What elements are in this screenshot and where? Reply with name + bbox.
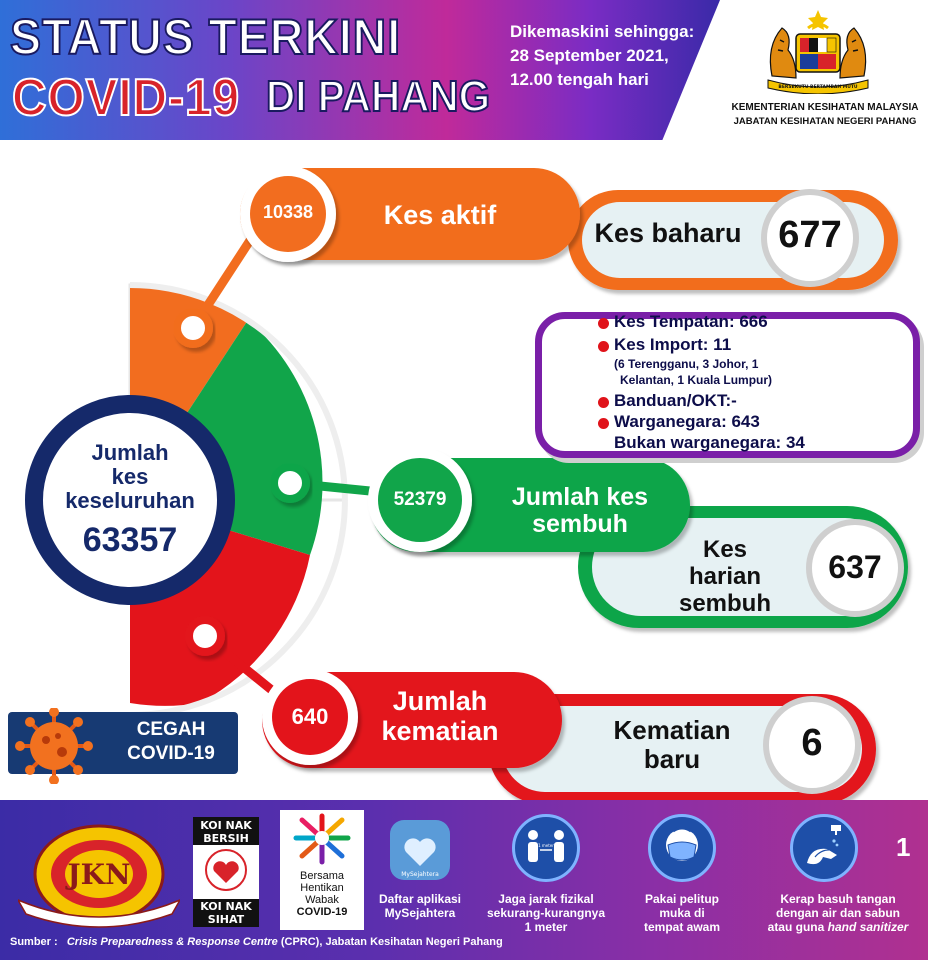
- tip-mysejahtera: [372, 892, 468, 920]
- update-date: 28 September 2021,: [510, 46, 669, 65]
- active-cases-label: Kes aktif: [383, 200, 497, 230]
- koi-line-2: BERSIH: [203, 832, 249, 845]
- department-name: JABATAN KESIHATAN NEGERI PAHANG: [733, 116, 917, 127]
- header: [0, 0, 928, 140]
- tip2-line-3: 1 meter: [524, 920, 568, 934]
- new-cases-value: 677: [778, 214, 842, 256]
- daily-recovered-label-3: sembuh: [678, 590, 771, 617]
- koi-bottom: [193, 899, 259, 927]
- title-status-terkini: STATUS TERKINI: [10, 9, 402, 65]
- update-label: Dikemaskini sehingga:: [510, 22, 695, 41]
- face-mask-icon: [651, 817, 713, 879]
- cegah-text: [106, 718, 236, 766]
- tip4-line-2: dengan air dan sabun: [775, 906, 901, 920]
- source-label: Sumber :: [10, 936, 58, 948]
- daily-recovered-label: [655, 536, 795, 617]
- handwash-icon-circle: [790, 814, 858, 882]
- update-info: [510, 20, 710, 92]
- daily-recovered-label-1: Kes: [702, 536, 748, 563]
- malaysia-crest-icon: [758, 6, 878, 94]
- bullet-icon: [598, 341, 609, 352]
- source-rest: (CPRC), Jabatan Kesihatan Negeri Pahang: [277, 936, 503, 948]
- new-cases-label: Kes baharu: [594, 218, 742, 248]
- recovered-label-2: sembuh: [532, 510, 628, 538]
- tip3-line-3: tempat awam: [643, 920, 721, 934]
- bersama-line-1: Bersama: [299, 870, 345, 882]
- total-label-1: Jumlah: [91, 439, 169, 465]
- handwash-icon: [793, 817, 855, 879]
- detail-import-note-2: Kelantan, 1 Kuala Lumpur): [620, 373, 773, 387]
- recovered-label: [480, 484, 680, 538]
- koi-top: [193, 817, 259, 845]
- source-credit: [10, 936, 503, 948]
- tip-mask: [632, 892, 732, 934]
- title-di-pahang: DI PAHANG: [266, 72, 491, 121]
- bersama-hentikan-logo: [280, 810, 364, 930]
- tip2-line-1: Jaga jarak fizikal: [498, 892, 594, 906]
- bersama-text: [280, 870, 364, 918]
- bullet-icon: [598, 418, 609, 429]
- tip3-line-1: Pakai pelitup: [644, 892, 720, 906]
- bersama-line-4: COVID-19: [296, 906, 348, 918]
- active-cases-value: 10338: [262, 202, 314, 222]
- bersama-line-3: Wabak: [305, 894, 339, 906]
- detail-citizen: Warganegara: 643: [614, 412, 760, 431]
- svg-text:BERSEKUTU BERTAMBAH MUTU: BERSEKUTU BERTAMBAH MUTU: [778, 85, 858, 90]
- detail-import-note-1: (6 Terengganu, 3 Johor, 1: [614, 357, 759, 371]
- tip3-line-2: muka di: [659, 906, 705, 920]
- svg-text:JKN: JKN: [67, 858, 131, 891]
- title-covid19: COVID-19: [12, 69, 241, 127]
- new-deaths-value: 6: [801, 722, 823, 764]
- social-distance-icon: [515, 817, 577, 879]
- tip4-line-3: [752, 920, 924, 934]
- page-number: 1: [896, 832, 911, 862]
- virus-icon: [8, 708, 100, 784]
- deaths-label-2: kematian: [381, 716, 499, 746]
- koi-line-1: KOI NAK: [200, 819, 252, 832]
- tip4-line-3b: hand sanitizer: [827, 920, 909, 934]
- daily-recovered-value: 637: [828, 549, 882, 585]
- new-deaths-label-2: baru: [643, 744, 701, 774]
- recovered-value: 52379: [393, 489, 447, 510]
- tip-distancing: [482, 892, 610, 934]
- tip2-line-2: sekurang-kurangnya: [486, 906, 606, 920]
- detail-local: Kes Tempatan: 666: [614, 312, 768, 331]
- deaths-label-1: Jumlah: [392, 686, 488, 716]
- deaths-value: 640: [291, 704, 329, 729]
- ministry-name: KEMENTERIAN KESIHATAN MALAYSIA: [731, 102, 919, 113]
- sunburst-icon: [280, 810, 364, 866]
- detail-prison: Banduan/OKT:-: [614, 391, 737, 410]
- cegah-line-2: COVID-19: [127, 743, 215, 764]
- tip4-line-3a: atau guna: [767, 920, 828, 934]
- tip4-line-1: Kerap basuh tangan: [780, 892, 896, 906]
- total-label-3: keseluruhan: [65, 487, 195, 513]
- heart-hands-icon: [193, 845, 259, 895]
- total-label-2: kes: [111, 463, 149, 489]
- koi-line-4: SIHAT: [207, 913, 245, 926]
- deaths-label: [360, 686, 520, 746]
- mysejahtera-app-icon: [390, 820, 450, 880]
- update-time: 12.00 tengah hari: [510, 70, 649, 89]
- svg-text:1 meter: 1 meter: [538, 843, 554, 848]
- bersama-line-2: Hentikan: [300, 882, 344, 894]
- detail-import: Kes Import: 11: [614, 335, 732, 354]
- cegah-covid-banner: [8, 712, 238, 774]
- tip-handwash: [752, 892, 924, 934]
- koi-line-3: KOI NAK: [200, 900, 252, 913]
- tip1-line-2: MySejahtera: [384, 906, 456, 920]
- koi-nak-bersih-logo: [193, 817, 259, 925]
- total-cases-circle: [25, 395, 235, 605]
- distancing-icon-circle: [512, 814, 580, 882]
- bullet-icon: [598, 397, 609, 408]
- new-deaths-label: [584, 716, 760, 774]
- recovered-label-1: Jumlah kes: [511, 483, 649, 511]
- cegah-line-1: CEGAH: [136, 719, 206, 740]
- bullet-icon: [598, 318, 609, 329]
- total-cases-value: 63357: [82, 520, 178, 559]
- jkn-logo-icon: [18, 820, 180, 928]
- detail-non-citizen: Bukan warganegara: 34: [614, 433, 805, 452]
- tip1-line-1: Daftar aplikasi: [378, 892, 462, 906]
- heart-icon: [390, 820, 450, 880]
- source-org: Crisis Preparedness & Response Centre: [66, 936, 278, 948]
- svg-text:MySejahtera: MySejahtera: [401, 871, 439, 878]
- new-deaths-label-1: Kematian: [613, 715, 731, 745]
- daily-recovered-label-2: harian: [688, 563, 762, 590]
- mask-icon-circle: [648, 814, 716, 882]
